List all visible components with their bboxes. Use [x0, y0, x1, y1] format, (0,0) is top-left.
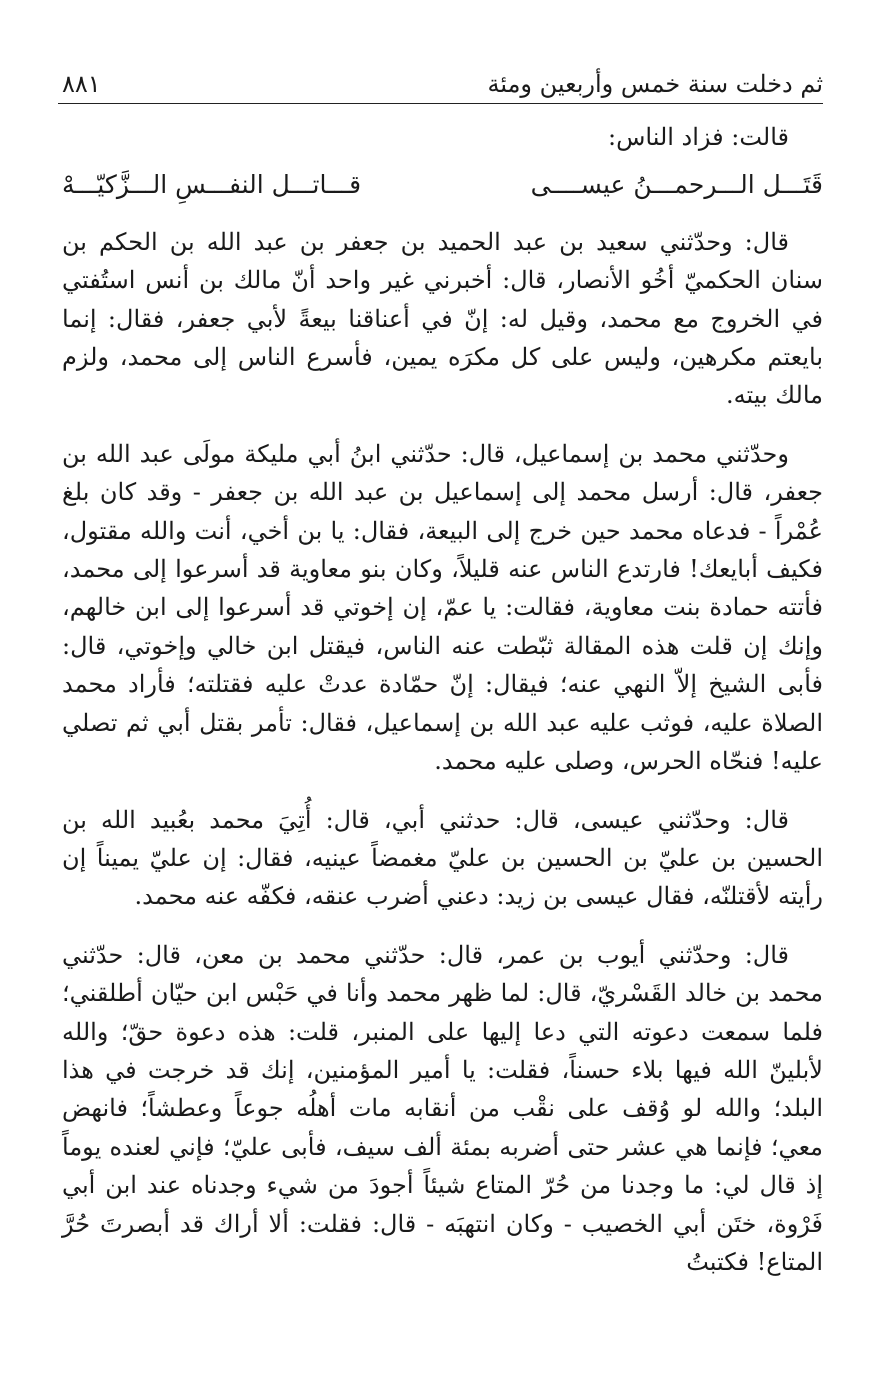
page-header	[62, 58, 823, 98]
running-title: ثم دخلت سنة خمس وأربعين ومئة	[487, 70, 823, 98]
paragraph: قال: وحدّثني أيوب بن عمر، قال: حدّثني محمد بن معن، قال: حدّثني محمد بن خالد القَسْريّ، قال: لما ظهر محمد وأنا في حَبْس ابن حيّان أطلقني؛ فلما سمعت دعوته التي دعا إليها على المنبر، قلت: هذه دعوة حقّ؛ والله لأبلينّ الله فيها بلاء حسناً، فقلت: يا أمير المؤمنين، إنك قد خرجت في هذا البلد؛ والله لو وُقف على نقْب من أنقابه مات أهلُه جوعاً وعطشاً؛ فانهض معي؛ فإنما هي عشر حتى أضربه بمئة ألف سيف، فأبى عليّ؛ فإني لعنده يوماً إذ قال لي: ما وجدنا من حُرّ المتاع شيئاً أجودَ من شيء وجدناه عند ابن أبي فَرْوة، ختَن أبي الخصيب - وكان انتهبَه - قال: فقلت: ألا أراك قد أبصرتَ حُرَّ المتاع! فكتبتُ	[62, 940, 823, 1276]
page-number: ٨٨١	[62, 70, 101, 98]
paragraph: قال: وحدّثني عيسى، قال: حدثني أبي، قال: أُتِيَ محمد بعُبيد الله بن الحسين بن عليّ بن الحسين بن عليّ مغمضاً عينيه، فقال: إن عليّ يميناً إن رأيته لأقتلنّه، فقال عيسى بن زيد: دعني أضرب عنقه، فكفّه عنه محمد.	[62, 805, 823, 911]
header-rule	[58, 103, 823, 104]
paragraph: وحدّثني محمد بن إسماعيل، قال: حدّثني ابنُ أبي مليكة مولَى عبد الله بن جعفر، قال: أرسل محمد إلى إسماعيل بن عبد الله بن جعفر - وقد كان بلغ عُمْراً - فدعاه محمد حين خرج إلى البيعة، فقال: يا بن أخي، أنت والله مقتول، فكيف أبايعك! فارتدع الناس عنه قليلاً، وكان بنو معاوية قد أسرعوا إلى محمد، فأتته حمادة بنت معاوية، فقالت: يا عمّ، إن إخوتي قد أسرعوا إلى ابن خالهم، وإنك إن قلت هذه المقالة ثبّطت عنه الناس، فيقتل ابن خالي وإخوتي، قال: فأبى الشيخ إلاّ النهي عنه؛ فيقال: إنّ حمّادة عدتْ عليه فقتلته؛ فأراد محمد الصلاة عليه، فوثب عليه عبد الله بن إسماعيل، فقال: تأمر بقتل أبي ثم تصلي عليه! فنحّاه الحرس، وصلى عليه محمد.	[62, 439, 823, 776]
paragraph: قال: وحدّثني سعيد بن عبد الحميد بن جعفر بن عبد الله بن الحكم بن سنان الحكميّ أخُو الأنصار، قال: أخبرني غير واحد أنّ مالك بن أنس استُفتي في الخروج مع محمد، وقيل له: إنّ في أعناقنا بيعةً لأبي جعفر، فقال: إنما بايعتم مكرهين، وليس على كل مكرَه يمين، فأسرع الناس إلى محمد، ولزم مالك بيته.	[62, 227, 823, 410]
page-body	[62, 118, 823, 1301]
intro-line: قالت: فزاد الناس:	[608, 123, 789, 151]
poetry-verse	[62, 166, 823, 204]
verse-first-hemistich: قَتَـــل الـــرحمـــنُ عيســــى	[530, 170, 823, 200]
verse-second-hemistich: قـــاتـــل النفـــسِ الـــزَّكيّـــهْ	[62, 170, 362, 200]
